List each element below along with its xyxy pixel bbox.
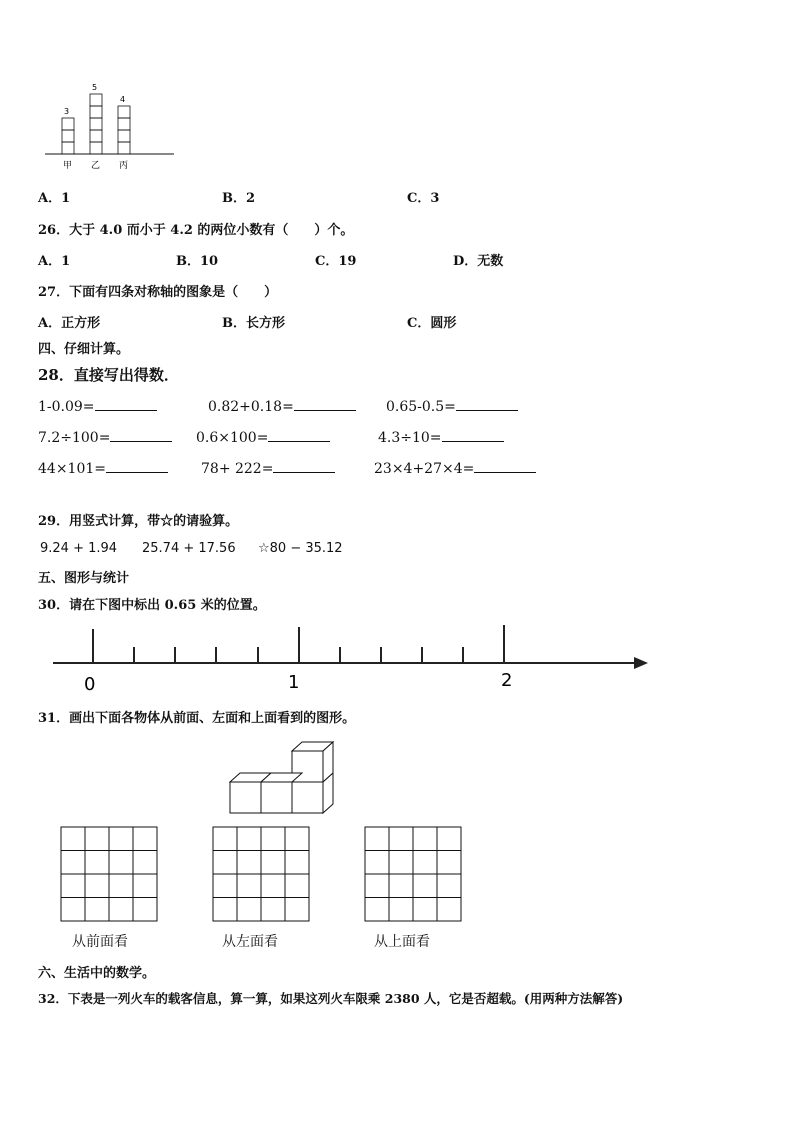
q28-item: 0.82+0.18=	[208, 396, 356, 415]
q25-option-c: C．3	[407, 191, 440, 206]
answer-blank[interactable]	[456, 396, 518, 411]
value-label-jia: 3	[64, 107, 70, 116]
drawing-grid-front[interactable]	[60, 826, 159, 923]
q26-option-d: D．无数	[453, 254, 504, 269]
q29-question: 29．用竖式计算，带☆的请验算。	[38, 514, 239, 529]
section-6-heading: 六、生活中的数学。	[38, 966, 156, 981]
q28-item: 0.6×100=	[196, 427, 330, 446]
category-label-yi: 乙	[91, 161, 101, 171]
q25-option-a: A．1	[38, 191, 71, 206]
q28-item: 7.2÷100=	[38, 427, 172, 446]
q28-item: 0.65-0.5=	[386, 396, 518, 415]
tick-label-0: 0	[84, 674, 96, 695]
number-line	[48, 620, 658, 695]
tick-label-1: 1	[288, 672, 300, 693]
stack-yi	[90, 94, 102, 154]
q27-option-a: A．正方形	[38, 316, 101, 331]
answer-blank[interactable]	[268, 427, 330, 442]
q28-item: 23×4+27×4=	[374, 458, 536, 477]
category-label-bing: 丙	[119, 161, 129, 171]
q28-item: 4.3÷10=	[378, 427, 504, 446]
q27-option-c: C．圆形	[407, 316, 457, 331]
section-4-heading: 四、仔细计算。	[38, 342, 130, 357]
answer-blank[interactable]	[294, 396, 356, 411]
q32-question: 32．下表是一列火车的载客信息，算一算，如果这列火车限乘 2380 人，它是否超载。(用两种方法解答)	[38, 991, 624, 1006]
q26-question: 26．大于 4.0 而小于 4.2 的两位小数有（ ）个。	[38, 223, 354, 238]
q29-item-2: 25.74 + 17.56	[142, 541, 236, 556]
grid-label-top: 从上面看	[374, 934, 430, 950]
answer-blank[interactable]	[106, 458, 168, 473]
cube-stack-figure	[226, 738, 338, 818]
q29-item-3: ☆80 − 35.12	[258, 541, 343, 556]
answer-blank[interactable]	[474, 458, 536, 473]
answer-blank[interactable]	[110, 427, 172, 442]
value-label-yi: 5	[92, 83, 98, 92]
q28-item: 78+ 222=	[201, 458, 335, 477]
q31-question: 31．画出下面各物体从前面、左面和上面看到的图形。	[38, 711, 356, 726]
answer-blank[interactable]	[442, 427, 504, 442]
q30-question: 30．请在下图中标出 0.65 米的位置。	[38, 598, 266, 613]
arrow-head-icon	[634, 657, 648, 669]
answer-blank[interactable]	[95, 396, 157, 411]
grid-label-front: 从前面看	[72, 934, 128, 950]
value-label-bing: 4	[120, 95, 126, 104]
stacked-squares-figure	[40, 80, 190, 175]
answer-blank[interactable]	[273, 458, 335, 473]
q28-item: 44×101=	[38, 458, 168, 477]
section-5-heading: 五、图形与统计	[38, 571, 130, 586]
q26-option-c: C．19	[315, 254, 357, 269]
q28-question: 28．直接写出得数．	[38, 366, 179, 384]
drawing-grid-left[interactable]	[212, 826, 311, 923]
stack-jia	[62, 118, 74, 154]
q26-option-a: A．1	[38, 254, 71, 269]
q27-option-b: B．长方形	[222, 316, 285, 331]
grid-label-left: 从左面看	[222, 934, 278, 950]
q26-option-b: B．10	[176, 254, 219, 269]
stack-bing	[118, 106, 130, 154]
q27-question: 27．下面有四条对称轴的图象是（ ）	[38, 285, 278, 300]
q29-item-1: 9.24 + 1.94	[40, 541, 118, 556]
q28-item: 1-0.09=	[38, 396, 157, 415]
category-label-jia: 甲	[63, 161, 73, 171]
drawing-grid-top[interactable]	[364, 826, 463, 923]
tick-label-2: 2	[501, 670, 513, 691]
q25-option-b: B．2	[222, 191, 256, 206]
